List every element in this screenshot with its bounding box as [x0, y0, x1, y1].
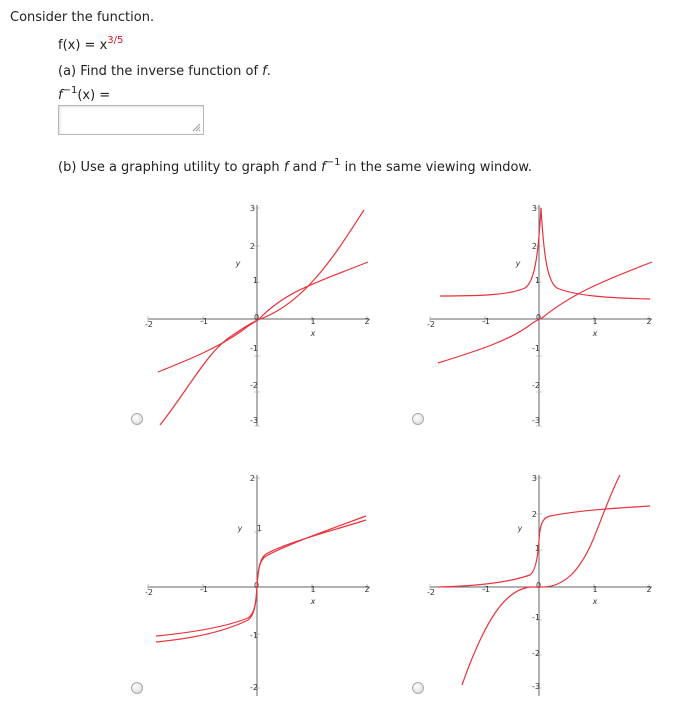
y-tick: 1	[256, 524, 262, 533]
x-axis-label: x	[592, 597, 598, 606]
option-a-graph	[145, 200, 378, 430]
y-tick: -3	[250, 416, 258, 425]
x-tick: -2	[427, 320, 435, 329]
x-tick: -2	[145, 588, 153, 597]
x-tick: 2	[364, 317, 370, 326]
y-tick: 1	[252, 276, 258, 285]
x-tick: -1	[200, 585, 208, 594]
y-axis-label: y	[517, 524, 523, 533]
curve-f-inverse	[438, 262, 652, 363]
curve-f-inverse	[156, 516, 366, 636]
inverse-sup: −1	[62, 85, 78, 96]
part-b-and: and	[288, 160, 322, 175]
y-tick: -1	[250, 344, 258, 353]
inverse-label	[58, 85, 111, 103]
curve-f	[160, 210, 364, 425]
inverse-f: f	[58, 88, 63, 103]
origin-label: 0	[254, 313, 260, 322]
y-tick: 3	[531, 474, 537, 483]
x-tick: -2	[427, 588, 435, 597]
curves	[156, 516, 366, 642]
resize-grip-icon[interactable]	[192, 123, 201, 132]
x-tick: -1	[482, 585, 490, 594]
curves	[438, 475, 650, 685]
y-axis-label: y	[515, 259, 521, 268]
function-exponent: 3/5	[107, 35, 124, 46]
part-a-prompt	[58, 64, 271, 79]
x-tick: 2	[646, 585, 652, 594]
curve-f-inverse	[462, 475, 620, 685]
x-tick: 1	[310, 317, 316, 326]
x-axis-label: x	[310, 597, 316, 606]
origin-label: 0	[536, 313, 542, 322]
function-definition	[58, 35, 124, 53]
option-c-radio[interactable]	[131, 682, 143, 694]
y-tick: -3	[532, 682, 540, 691]
curve-f	[440, 208, 650, 299]
x-tick: 2	[646, 317, 652, 326]
x-axis-label: x	[592, 329, 598, 338]
curves	[438, 208, 652, 363]
part-b-sup: −1	[325, 157, 341, 168]
function-lhs: f(x) = x	[58, 38, 108, 53]
part-b-suffix: in the same viewing window.	[340, 160, 532, 175]
inverse-answer-field[interactable]	[58, 105, 204, 135]
x-tick: 1	[592, 317, 598, 326]
y-tick: 2	[249, 242, 255, 251]
x-tick: 2	[364, 585, 370, 594]
y-tick: 1	[534, 544, 540, 553]
y-tick: 3	[531, 204, 537, 213]
x-tick: -2	[145, 320, 153, 329]
y-tick: -2	[532, 649, 540, 658]
part-b-f2: f	[321, 160, 326, 175]
curve-f	[156, 520, 366, 642]
y-tick: -2	[250, 683, 258, 692]
option-b-graph	[427, 200, 660, 430]
y-tick: 2	[249, 474, 255, 483]
option-c-graph	[145, 470, 378, 700]
y-tick: 3	[249, 204, 255, 213]
y-axis-label: y	[237, 524, 243, 533]
part-a-prefix: (a) Find the inverse function of	[58, 64, 263, 79]
option-b-radio[interactable]	[412, 413, 424, 425]
origin-label: 0	[536, 581, 542, 590]
option-d-graph	[427, 470, 660, 700]
x-tick: -1	[482, 317, 490, 326]
x-tick: 1	[592, 585, 598, 594]
part-b-prompt	[58, 157, 532, 175]
y-tick: -1	[250, 631, 258, 640]
y-tick: 1	[534, 276, 540, 285]
curve-f	[438, 506, 650, 587]
curve-f-inverse	[158, 262, 368, 372]
y-tick: -3	[532, 416, 540, 425]
part-b-prefix: (b) Use a graphing utility to graph	[58, 160, 284, 175]
option-d-radio[interactable]	[412, 682, 424, 694]
x-tick: -1	[200, 317, 208, 326]
y-tick: -1	[532, 344, 540, 353]
option-a-radio[interactable]	[131, 413, 143, 425]
x-axis-label: x	[310, 329, 316, 338]
part-a-suffix: .	[266, 64, 271, 79]
intro-text: Consider the function.	[10, 10, 155, 25]
part-b-f: f	[283, 160, 289, 175]
origin-label: 0	[254, 581, 260, 590]
part-a-f: f	[262, 64, 267, 79]
y-tick: 2	[531, 242, 537, 251]
y-tick: -2	[532, 381, 540, 390]
inverse-rest: (x) =	[77, 88, 111, 103]
y-tick: 2	[531, 510, 537, 519]
y-tick: -2	[250, 381, 258, 390]
curves	[158, 210, 368, 425]
y-tick: -1	[532, 613, 540, 622]
x-tick: 1	[310, 585, 316, 594]
y-axis-label: y	[235, 259, 241, 268]
